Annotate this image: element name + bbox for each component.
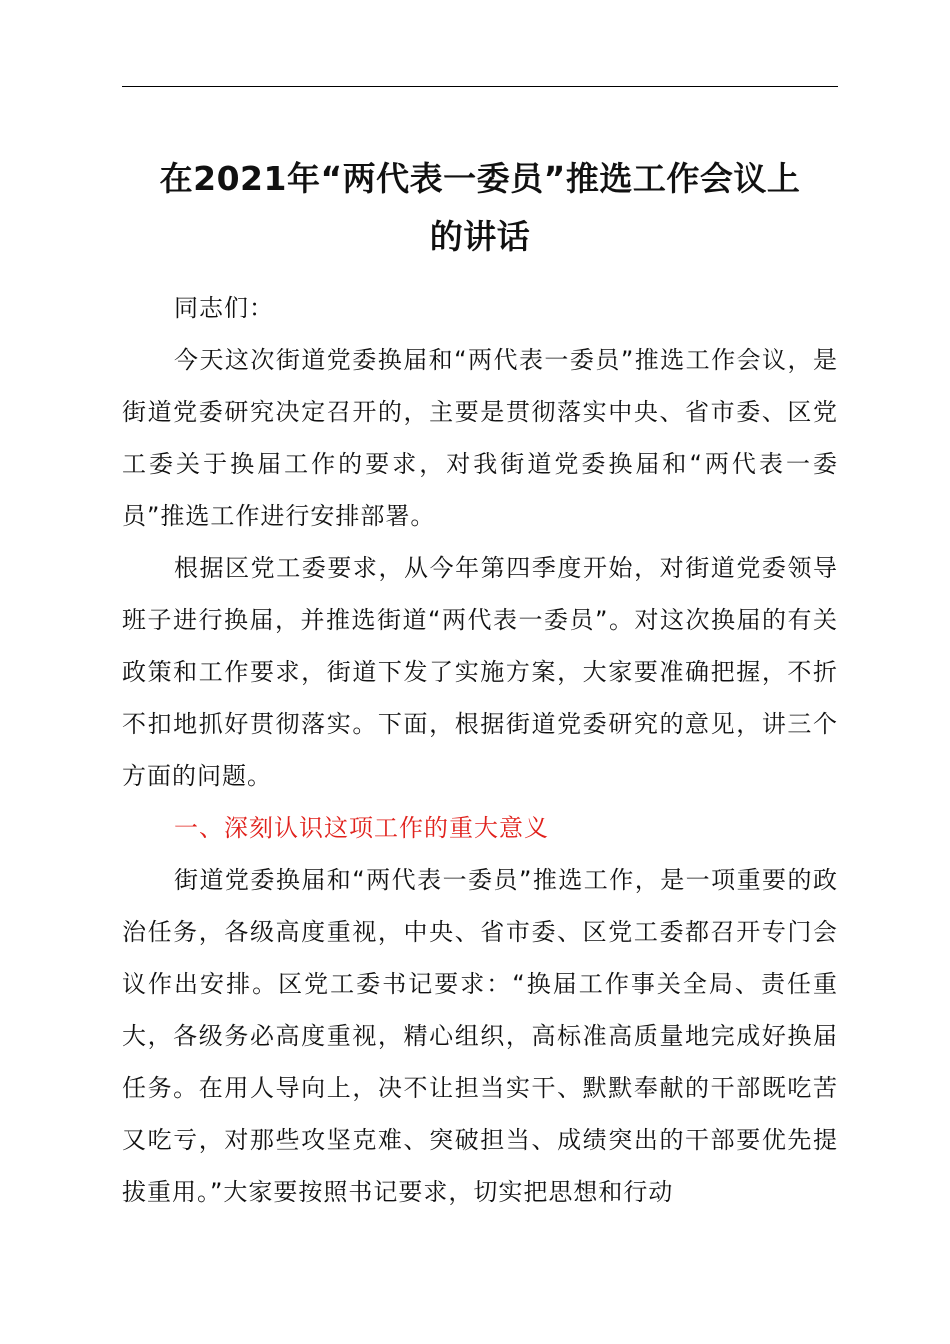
paragraph-opening: 今天这次街道党委换届和“两代表一委员”推选工作会议，是街道党委研究决定召开的，主要是贯彻落实中央、省市委、区党工委关于换届工作的要求，对我街道党委换届和“两代表一委员”推选工作进行安排部署。 xyxy=(122,346,838,530)
document-title xyxy=(110,150,850,266)
title-line1-rest: 年“两代表一委员”推选工作会议上 xyxy=(286,159,801,198)
title-year: 2021 xyxy=(193,159,287,198)
section-heading: 一、深刻认识这项工作的重大意义 xyxy=(174,814,549,842)
title-prefix: 在 xyxy=(159,159,194,198)
salutation: 同志们： xyxy=(174,294,274,322)
header-rule xyxy=(122,86,838,87)
paragraph-background: 根据区党工委要求，从今年第四季度开始，对街道党委领导班子进行换届，并推选街道“两代表一委员”。对这次换届的有关政策和工作要求，街道下发了实施方案，大家要准确把握，不折不扣地抓好贯彻落实。下面，根据街道党委研究的意见，讲三个方面的问题。 xyxy=(122,554,838,790)
title-line-2: 的讲话 xyxy=(429,217,531,256)
document-body xyxy=(122,282,838,1218)
title-line-1 xyxy=(110,150,850,208)
paragraph-section-one: 街道党委换届和“两代表一委员”推选工作，是一项重要的政治任务，各级高度重视，中央、省市委、区党工委都召开专门会议作出安排。区党工委书记要求：“换届工作事关全局、责任重大，各级务必高度重视，精心组织，高标准高质量地完成好换届任务。在用人导向上，决不让担当实干、默默奉献的干部既吃苦又吃亏，对那些攻坚克难、突破担当、成绩突出的干部要优先提拔重用。”大家要按照书记要求，切实把思想和行动 xyxy=(122,866,838,1206)
